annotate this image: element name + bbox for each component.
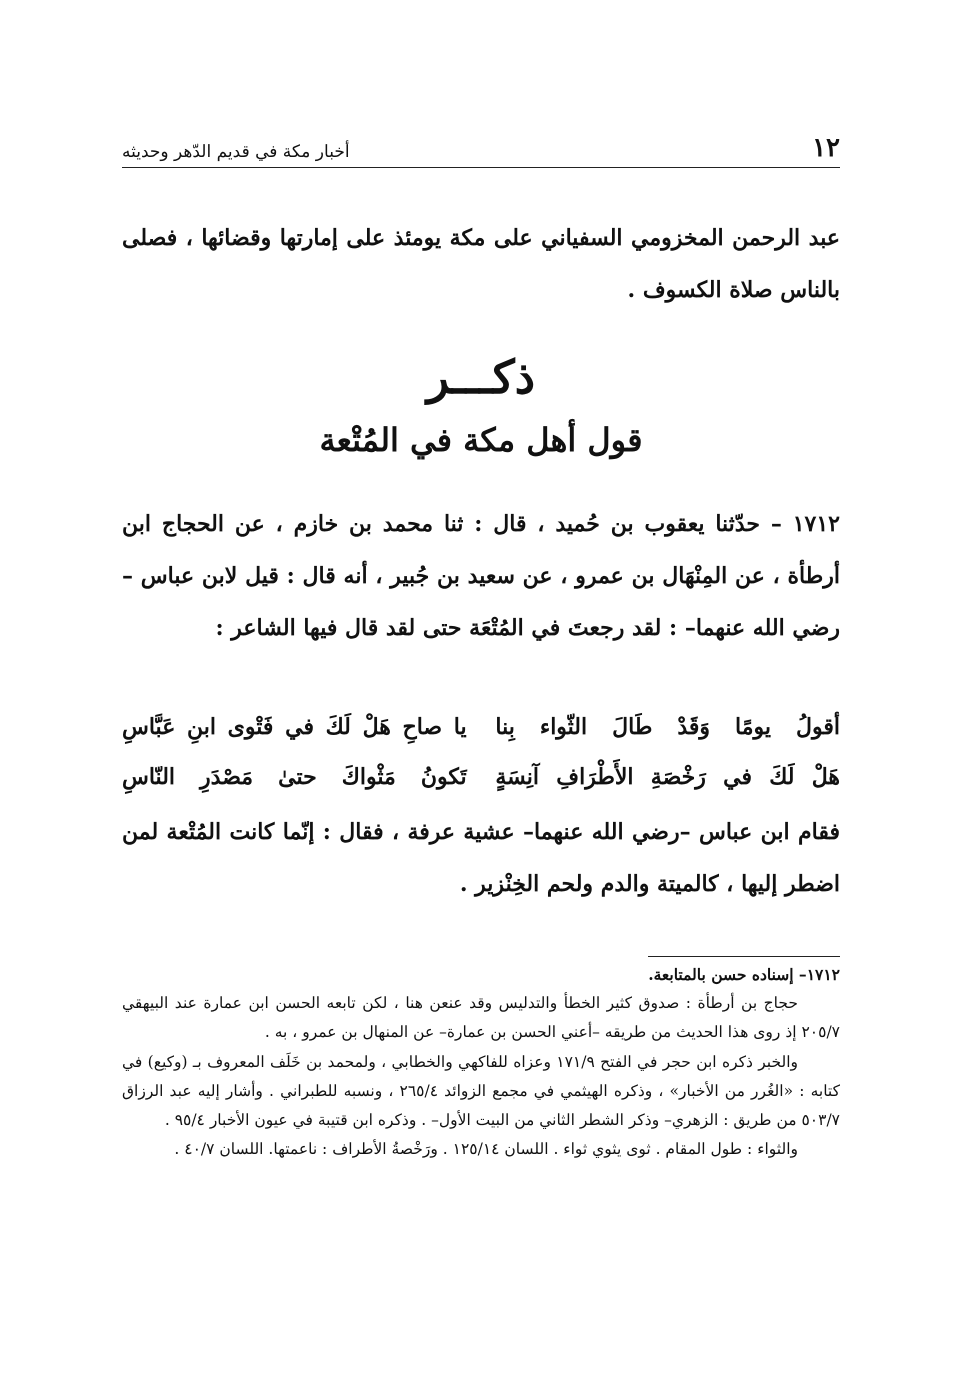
poem-hemistich-second: تَكونُ مَثْواكَ حتىٰ مَصْدَرِ النّاسِ <box>122 764 467 790</box>
hadith-text: ١٧١٢ – حدّثنا يعقوب بن حُميد ، قال : ثنا محمد بن خازم ، عن الحجاج ابن أرطأة ، عن المِنْهَال بن عمرو ، عن سعيد بن جُبير ، أنه قال : قيل لابن عباس –رضي الله عنهما– : لقد رجعتَ في المُتْعَة حتى لقد قال فيها الشاعر : <box>122 511 840 641</box>
page-header <box>122 126 840 168</box>
poem-line <box>122 752 840 802</box>
poem-line <box>122 702 840 752</box>
intro-text: عبد الرحمن المخزومي السفياني على مكة يومئذ على إمارتها وقضائها ، فصلى بالناس صلاة الكسوف . <box>122 225 840 303</box>
running-title: أخبار مكة في قديم الدّهر وحديثه <box>122 142 350 162</box>
footnote-paragraph: حجاج بن أرطأة : صدوق كثير الخطأ والتدليس وقد عنعن هنا ، لكن تابعه الحسن ابن عمارة عند البيهقي ٢٠٥/٧ إذ روى هذا الحديث من طريقه –أعني الحسن بن عمارة– عن المنهال بن عمرو ، به . <box>122 994 840 1042</box>
footnote-heading: ١٧١٢– إسناده حسن بالمتابعة. <box>648 965 840 984</box>
footnote-paragraph: والخبر ذكره ابن حجر في الفتح ١٧١/٩ وعزاه للفاكهي والخطابي ، ولمحمد بن خَلَف المعروف بـ (وكيع) في كتابه : «الغُرر من الأخبار» ، وذكره الهيثمي في مجمع الزوائد ٢٦٥/٤ ، ونسبه للطبراني . وأشار إليه عبد الرزاق ٥٠٣/٧ من طريق : الزهري– وذكر الشطر الثاني من البيت الأول– . وذكره ابن قتيبة في عيون الأخبار ٩٥/٤ . <box>122 1052 840 1130</box>
footnote-paragraph: والثواء : طول المقام . ثوى يثوي ثواء . اللسان ١٢٥/١٤ . ورَخْصةُ الأطراف : ناعمتها. اللسان ٤٠/٧ . <box>174 1140 798 1159</box>
intro-paragraph <box>122 212 840 316</box>
closing-text: فقام ابن عباس –رضي الله عنهما– عشية عرفة ، فقال : إنّما كانت المُتْعة لمن اضطر إليها ، كالميتة والدم ولحم الخِنْزير . <box>122 819 840 897</box>
footnote-divider <box>648 956 840 957</box>
poem-hemistich-second: يا صاحِ هَلْ لَكَ في فَتْوى ابنِ عَبَّاسِ <box>122 714 467 740</box>
poem-hemistich-first: هَلْ لَكَ في رَخْصَةِ الأَطْرَافِ آنِسَةٍ <box>495 764 840 790</box>
page-number: ١٢ <box>812 133 840 163</box>
section-title: قول أهل مكة في المُتْعة <box>319 421 643 459</box>
footnotes <box>122 960 840 1164</box>
poem-hemistich-first: أقولُ يومًا وَقَدْ طَالَ الثّواء بِنا <box>495 714 840 740</box>
hadith-paragraph <box>122 498 840 654</box>
section-dhikr-heading: ذكـــر <box>426 350 536 404</box>
closing-paragraph <box>122 806 840 910</box>
poem <box>122 702 840 802</box>
